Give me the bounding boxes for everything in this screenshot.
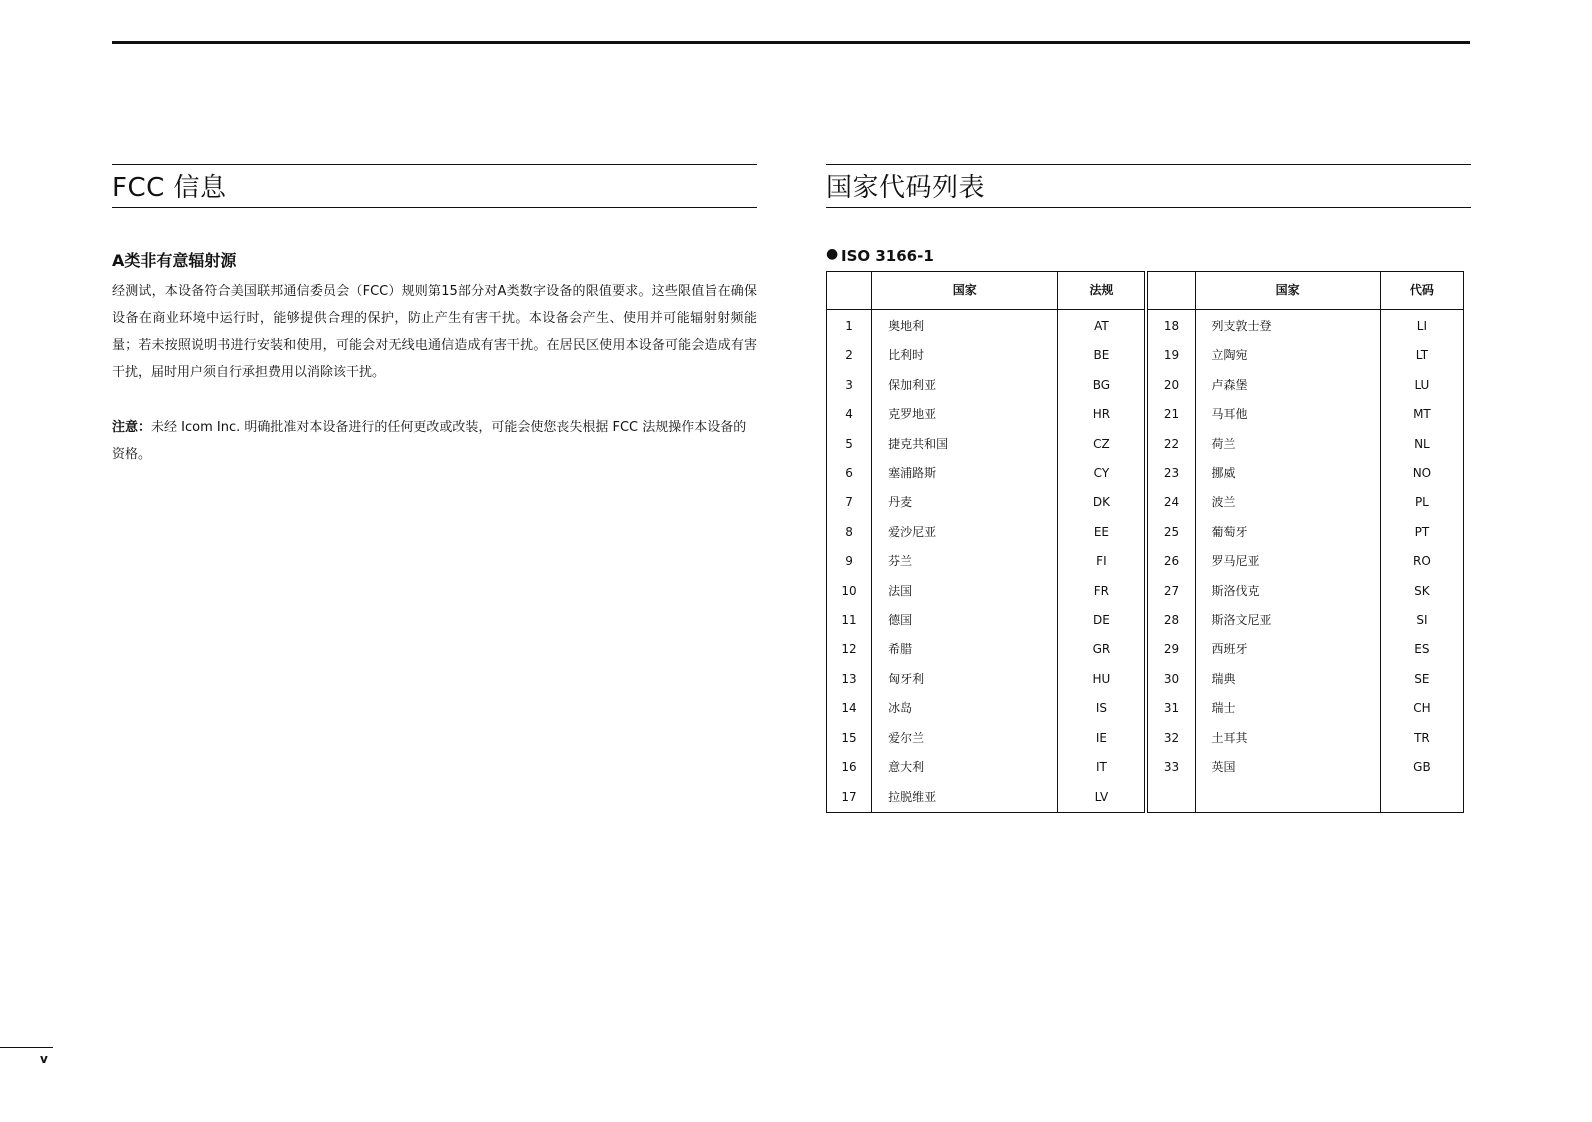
table-row	[827, 310, 1464, 342]
table-row	[827, 400, 1464, 429]
country-name: 西班牙	[1195, 635, 1380, 664]
country-name: 爱沙尼亚	[872, 518, 1058, 547]
country-name: 斯洛文尼亚	[1195, 606, 1380, 635]
country-name: 丹麦	[872, 488, 1058, 517]
fcc-title: FCC 信息	[112, 173, 227, 203]
country-name: 德国	[872, 606, 1058, 635]
table-row	[827, 459, 1464, 488]
row-number	[1146, 783, 1195, 813]
country-name: 保加利亚	[872, 371, 1058, 400]
table-row	[827, 724, 1464, 753]
country-code: GR	[1058, 635, 1147, 664]
page-number: v	[40, 1052, 48, 1066]
row-number: 15	[827, 724, 872, 753]
country-name: 希腊	[872, 635, 1058, 664]
country-code: DE	[1058, 606, 1147, 635]
country-name: 卢森堡	[1195, 371, 1380, 400]
country-code: EE	[1058, 518, 1147, 547]
note-label: 注意：	[112, 420, 152, 435]
table-row	[827, 488, 1464, 517]
country-code: CY	[1058, 459, 1147, 488]
country-code: HU	[1058, 665, 1147, 694]
country-name: 荷兰	[1195, 430, 1380, 459]
country-name: 立陶宛	[1195, 341, 1380, 370]
row-number: 18	[1146, 310, 1195, 342]
table-row	[827, 577, 1464, 606]
row-number: 11	[827, 606, 872, 635]
row-number: 6	[827, 459, 872, 488]
row-number: 24	[1146, 488, 1195, 517]
country-code: LU	[1380, 371, 1463, 400]
country-code: TR	[1380, 724, 1463, 753]
country-code: NO	[1380, 459, 1463, 488]
country-name: 爱尔兰	[872, 724, 1058, 753]
table-row	[827, 753, 1464, 782]
country-name: 斯洛伐克	[1195, 577, 1380, 606]
row-number: 2	[827, 341, 872, 370]
country-code: LI	[1380, 310, 1463, 342]
table-row	[827, 371, 1464, 400]
row-number: 10	[827, 577, 872, 606]
table-row	[827, 694, 1464, 723]
country-code	[1380, 783, 1463, 813]
row-number: 31	[1146, 694, 1195, 723]
row-number: 25	[1146, 518, 1195, 547]
row-number: 13	[827, 665, 872, 694]
country-name: 奥地利	[872, 310, 1058, 342]
row-number: 27	[1146, 577, 1195, 606]
codes-title: 国家代码列表	[826, 173, 986, 203]
table-row	[827, 783, 1464, 813]
country-name: 波兰	[1195, 488, 1380, 517]
fcc-paragraph: 经测试，本设备符合美国联邦通信委员会（FCC）规则第15部分对A类数字设备的限值要求。这些限值旨在确保设备在商业环境中运行时，能够提供合理的保护，防止产生有害干扰。本设备会产生、使用并可能辐射射频能量；若未按照说明书进行安装和使用，可能会对无线电通信造成有害干扰。在居民区使用本设备可能会造成有害干扰，届时用户须自行承担费用以消除该干扰。	[112, 284, 757, 380]
table-row	[827, 430, 1464, 459]
country-name: 英国	[1195, 753, 1380, 782]
country-code: IT	[1058, 753, 1147, 782]
country-name: 列支敦士登	[1195, 310, 1380, 342]
country-code: GB	[1380, 753, 1463, 782]
header-country-left: 国家	[872, 272, 1058, 310]
table-row	[827, 665, 1464, 694]
fcc-section	[112, 164, 757, 468]
country-code: FR	[1058, 577, 1147, 606]
country-code: NL	[1380, 430, 1463, 459]
country-name	[1195, 783, 1380, 813]
row-number: 19	[1146, 341, 1195, 370]
country-code: PT	[1380, 518, 1463, 547]
country-code: BE	[1058, 341, 1147, 370]
row-number: 33	[1146, 753, 1195, 782]
row-number: 5	[827, 430, 872, 459]
country-name: 瑞士	[1195, 694, 1380, 723]
country-name: 克罗地亚	[872, 400, 1058, 429]
table-row	[827, 547, 1464, 576]
header-code-left: 法规	[1058, 272, 1147, 310]
row-number: 20	[1146, 371, 1195, 400]
country-name: 瑞典	[1195, 665, 1380, 694]
country-name: 匈牙利	[872, 665, 1058, 694]
row-number: 17	[827, 783, 872, 813]
row-number: 4	[827, 400, 872, 429]
fcc-heading-bar	[112, 164, 757, 208]
country-code: SK	[1380, 577, 1463, 606]
table-row	[827, 341, 1464, 370]
country-name: 马耳他	[1195, 400, 1380, 429]
row-number: 7	[827, 488, 872, 517]
country-code: ES	[1380, 635, 1463, 664]
country-code-section	[826, 164, 1471, 813]
row-number: 30	[1146, 665, 1195, 694]
country-code: IS	[1058, 694, 1147, 723]
country-code: DK	[1058, 488, 1147, 517]
row-number: 23	[1146, 459, 1195, 488]
country-name: 葡萄牙	[1195, 518, 1380, 547]
row-number: 16	[827, 753, 872, 782]
row-number: 32	[1146, 724, 1195, 753]
row-number: 21	[1146, 400, 1195, 429]
table-header-row	[827, 272, 1464, 310]
row-number: 26	[1146, 547, 1195, 576]
header-num-right	[1146, 272, 1195, 310]
country-code: HR	[1058, 400, 1147, 429]
country-code: FI	[1058, 547, 1147, 576]
row-number: 14	[827, 694, 872, 723]
iso-standard-label: ISO 3166-1	[841, 247, 934, 265]
country-code: LT	[1380, 341, 1463, 370]
country-code: SE	[1380, 665, 1463, 694]
country-name: 芬兰	[872, 547, 1058, 576]
country-name: 土耳其	[1195, 724, 1380, 753]
country-code: PL	[1380, 488, 1463, 517]
country-name: 比利时	[872, 341, 1058, 370]
table-row	[827, 606, 1464, 635]
table-row	[827, 635, 1464, 664]
fcc-note	[112, 414, 757, 468]
footer-rule	[0, 1047, 53, 1048]
country-code: AT	[1058, 310, 1147, 342]
country-name: 拉脱维亚	[872, 783, 1058, 813]
row-number: 1	[827, 310, 872, 342]
header-code-right: 代码	[1380, 272, 1463, 310]
bullet-icon: ●	[826, 246, 839, 262]
country-code: SI	[1380, 606, 1463, 635]
row-number: 8	[827, 518, 872, 547]
row-number: 12	[827, 635, 872, 664]
country-name: 法国	[872, 577, 1058, 606]
country-code: CZ	[1058, 430, 1147, 459]
top-rule	[112, 41, 1470, 44]
country-code: IE	[1058, 724, 1147, 753]
row-number: 22	[1146, 430, 1195, 459]
country-name: 塞浦路斯	[872, 459, 1058, 488]
country-name: 罗马尼亚	[1195, 547, 1380, 576]
row-number: 9	[827, 547, 872, 576]
header-country-right: 国家	[1195, 272, 1380, 310]
table-row	[827, 518, 1464, 547]
iso-standard-heading	[826, 246, 1471, 266]
country-name: 挪威	[1195, 459, 1380, 488]
note-text: 未经 Icom Inc. 明确批准对本设备进行的任何更改或改装，可能会使您丧失根据 FCC 法规操作本设备的资格。	[112, 420, 747, 462]
header-num-left	[827, 272, 872, 310]
fcc-subtitle: A类非有意辐射源	[112, 251, 237, 270]
table-body	[827, 310, 1464, 813]
country-code: LV	[1058, 783, 1147, 813]
row-number: 28	[1146, 606, 1195, 635]
row-number: 3	[827, 371, 872, 400]
country-code: RO	[1380, 547, 1463, 576]
country-code: CH	[1380, 694, 1463, 723]
row-number: 29	[1146, 635, 1195, 664]
country-code: BG	[1058, 371, 1147, 400]
country-code: MT	[1380, 400, 1463, 429]
country-name: 冰岛	[872, 694, 1058, 723]
country-name: 意大利	[872, 753, 1058, 782]
codes-heading-bar	[826, 164, 1471, 208]
country-name: 捷克共和国	[872, 430, 1058, 459]
country-code-table	[826, 271, 1464, 813]
